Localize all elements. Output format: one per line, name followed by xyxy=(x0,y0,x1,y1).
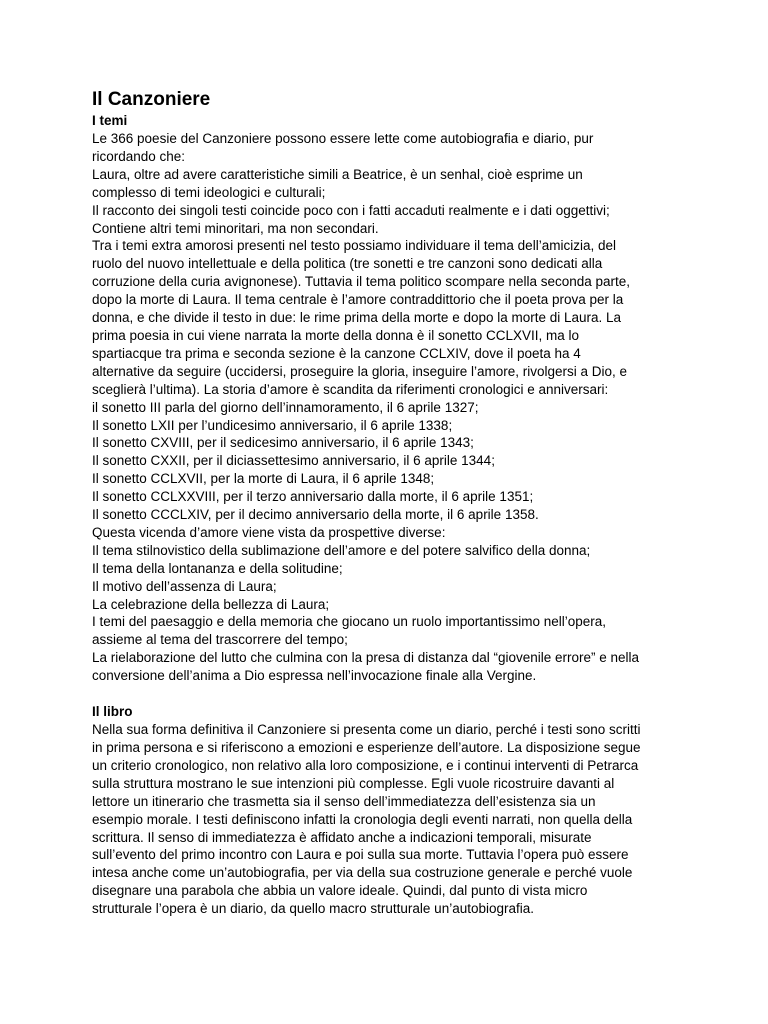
document-title: Il Canzoniere xyxy=(92,89,211,110)
text-line: esempio morale. I testi definiscono infatti la cronologia degli eventi narrati, non quella della xyxy=(92,811,633,827)
section-heading-libro: Il libro xyxy=(92,704,133,720)
text-line: strutturale l’opera è un diario, da quello macro strutturale un’autobiografia. xyxy=(92,901,535,917)
section-body-libro xyxy=(92,721,682,918)
text-line: ricordando che: xyxy=(92,148,186,164)
text-line: Il sonetto LXII per l’undicesimo anniversario, il 6 aprile 1338; xyxy=(92,417,453,433)
text-line: Il sonetto CCCLXIV, per il decimo anniversario della morte, il 6 aprile 1358. xyxy=(92,507,539,523)
text-line: disegnare una parabola che abbia un valore ideale. Quindi, dal punto di vista micro xyxy=(92,883,588,899)
text-line: lettore un itinerario che trasmetta sia il senso dell’immediatezza dell’esistenza sia un xyxy=(92,793,596,809)
text-line: sceglierà l’ultima). La storia d’amore è scandita da riferimenti cronologici e anniversari: xyxy=(92,381,609,397)
section-body-temi xyxy=(92,130,682,685)
text-line: intesa anche come un’autobiografia, per via della sua costruzione generale e perché vuole xyxy=(92,865,633,881)
text-line: Le 366 poesie del Canzoniere possono essere lette come autobiografia e diario, pur xyxy=(92,131,594,146)
section-spacer xyxy=(92,685,682,703)
text-line: assieme al tema del trascorrere del tempo; xyxy=(92,632,348,648)
text-line: dopo la morte di Laura. Il tema centrale è l’amore contraddittorio che il poeta prova per la xyxy=(92,292,624,308)
text-line: spartiacque tra prima e seconda sezione è la canzone CCLXIV, dove il poeta ha 4 xyxy=(92,345,581,361)
text-line: sulla struttura mostrano le sue intenzioni più complesse. Egli vuole ricostruire davanti al xyxy=(92,775,615,791)
text-line: prima poesia in cui viene narrata la morte della donna è il sonetto CCLXVII, ma lo xyxy=(92,327,580,343)
text-line: Il tema della lontananza e della solitudine; xyxy=(92,560,343,576)
text-line: Il sonetto CCLXXVIII, per il terzo anniversario dalla morte, il 6 aprile 1351; xyxy=(92,489,534,505)
text-line: La celebrazione della bellezza di Laura; xyxy=(92,596,330,612)
text-line: La rielaborazione del lutto che culmina con la presa di distanza dal “giovenile errore” e nella xyxy=(92,650,640,666)
text-line: Contiene altri temi minoritari, ma non secondari. xyxy=(92,220,379,236)
text-line: Il sonetto CCLXVII, per la morte di Laura, il 6 aprile 1348; xyxy=(92,471,435,487)
text-line: conversione dell’anima a Dio espressa nell’invocazione finale alla Vergine. xyxy=(92,668,537,684)
text-line: Tra i temi extra amorosi presenti nel testo possiamo individuare il tema dell’amicizia, del xyxy=(92,238,616,254)
text-line: Questa vicenda d’amore viene vista da prospettive diverse: xyxy=(92,524,446,540)
text-line: Laura, oltre ad avere caratteristiche simili a Beatrice, è un senhal, cioè esprime un xyxy=(92,166,583,182)
section-heading-temi: I temi xyxy=(92,113,128,128)
text-line: Il sonetto CXVIII, per il sedicesimo anniversario, il 6 aprile 1343; xyxy=(92,435,474,451)
text-line: complesso di temi ideologici e culturali; xyxy=(92,184,326,200)
text-line: ruolo del nuovo intellettuale e della politica (tre sonetti e tre canzoni sono dedicati alla xyxy=(92,256,603,272)
document-page xyxy=(92,88,682,918)
text-line: il sonetto III parla del giorno dell’innamoramento, il 6 aprile 1327; xyxy=(92,399,479,415)
text-line: alternative da seguire (uccidersi, proseguire la gloria, inseguire l’amore, rivolgersi a Dio, e xyxy=(92,363,628,379)
text-line: donna, e che divide il testo in due: le rime prima della morte e dopo la morte di Laura. La xyxy=(92,310,622,326)
text-line: sull’evento del primo incontro con Laura e poi sulla sua morte. Tuttavia l’opera può essere xyxy=(92,847,629,863)
text-line: Il tema stilnovistico della sublimazione dell’amore e del potere salvifico della donna; xyxy=(92,542,591,558)
text-line: Il motivo dell’assenza di Laura; xyxy=(92,578,277,594)
text-line: Il racconto dei singoli testi coincide poco con i fatti accaduti realmente e i dati oggettivi; xyxy=(92,202,610,218)
text-line: Nella sua forma definitiva il Canzoniere si presenta come un diario, perché i testi sono scritti xyxy=(92,722,641,738)
text-line: in prima persona e si riferiscono a emozioni e esperienze dell’autore. La disposizione segue xyxy=(92,740,641,755)
text-line: corruzione della curia avignonese). Tuttavia il tema politico scompare nella seconda parte, xyxy=(92,274,631,290)
text-line: scrittura. Il senso di immediatezza è affidato anche a indicazioni temporali, misurate xyxy=(92,829,592,845)
text-line: I temi del paesaggio e della memoria che giocano un ruolo importantissimo nell’opera, xyxy=(92,614,607,630)
text-line: Il sonetto CXXII, per il diciassettesimo anniversario, il 6 aprile 1344; xyxy=(92,453,495,469)
text-line: un criterio cronologico, non relativo alla loro composizione, e i continui interventi di Petrarca xyxy=(92,757,639,773)
